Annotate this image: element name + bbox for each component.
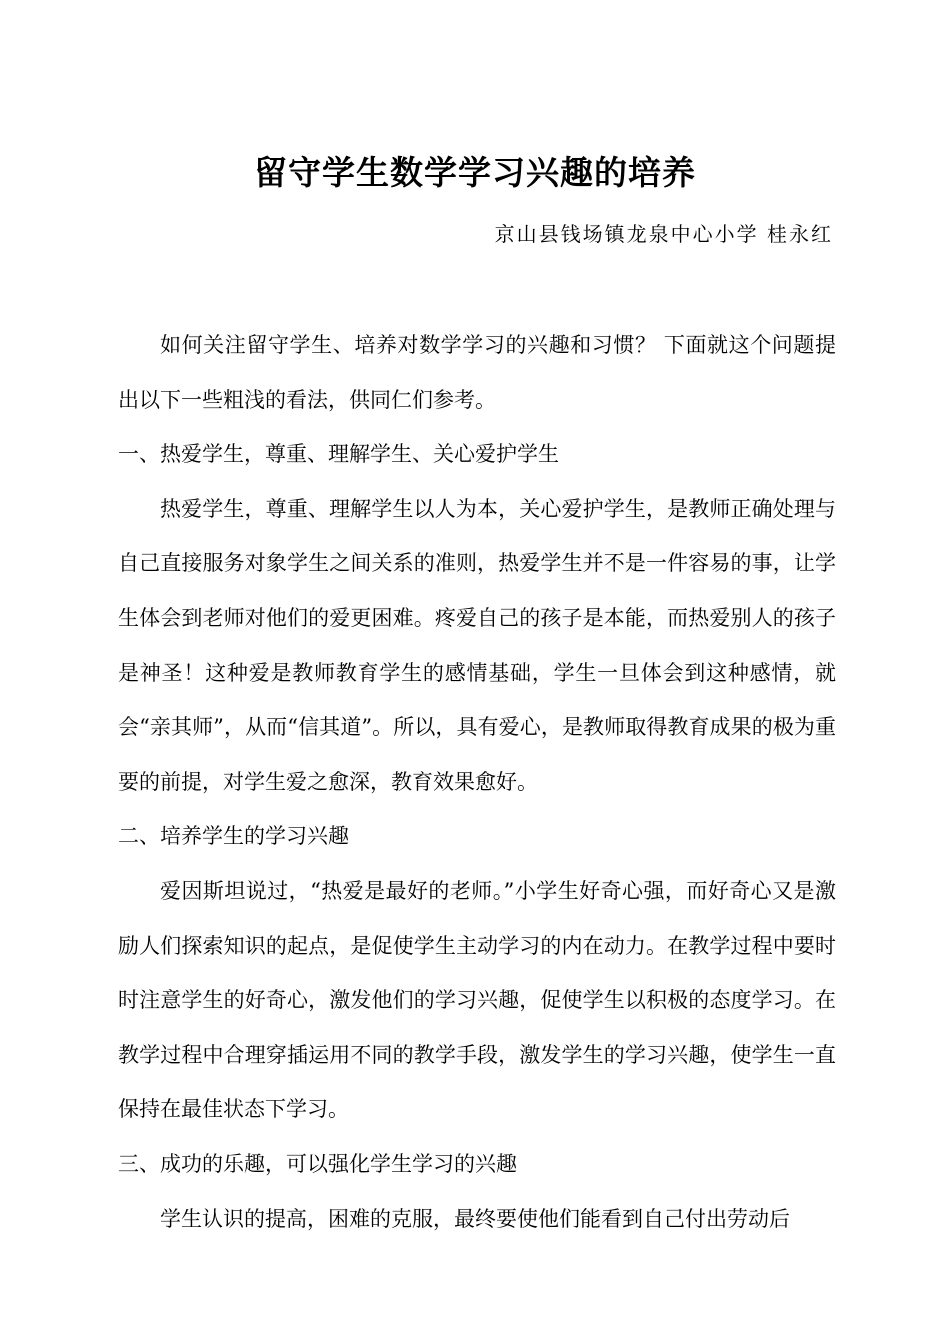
intro-paragraph: 如何关注留守学生、培养对数学学习的兴趣和习惯？ 下面就这个问题提出以下一些粗浅的看法，供同仁们参考。 (118, 333, 836, 412)
section-heading-3: 三、成功的乐趣，可以强化学生学习的兴趣 (118, 1151, 517, 1176)
section-1-paragraph: 热爱学生，尊重、理解学生以人为本，关心爱护学生，是教师正确处理与自己直接服务对象学生之间关系的准则，热爱学生并不是一件容易的事，让学生体会到老师对他们的爱更困难。疼爱自己的孩子是本能，而热爱别人的孩子是神圣！这种爱是教师教育学生的感情基础，学生一旦体会到这种感情，就会“亲其师”，从而“信其道”。所以，具有爱心，是教师取得教育成果的极为重要的前提，对学生爱之愈深，教育效果愈好。 (118, 496, 836, 794)
document-title: 留守学生数学学习兴趣的培养 (254, 153, 696, 193)
section-heading-2: 二、培养学生的学习兴趣 (118, 824, 349, 849)
section-2-paragraph: 爱因斯坦说过，“热爱是最好的老师。”小学生好奇心强，而好奇心又是激励人们探索知识的起点，是促使学生主动学习的内在动力。在教学过程中要时时注意学生的好奇心，激发他们的学习兴趣，促使学生以积极的态度学习。在教学过程中合理穿插运用不同的教学手段，激发学生的学习兴趣，使学生一直保持在最佳状态下学习。 (118, 878, 836, 1122)
section-heading-1: 一、热爱学生，尊重、理解学生、关心爱护学生 (118, 442, 559, 467)
document-author: 京山县钱场镇龙泉中心小学 桂永红 (494, 222, 833, 246)
section-3-paragraph: 学生认识的提高，困难的克服，最终要使他们能看到自己付出劳动后 (160, 1206, 790, 1231)
document-body (118, 318, 836, 1246)
